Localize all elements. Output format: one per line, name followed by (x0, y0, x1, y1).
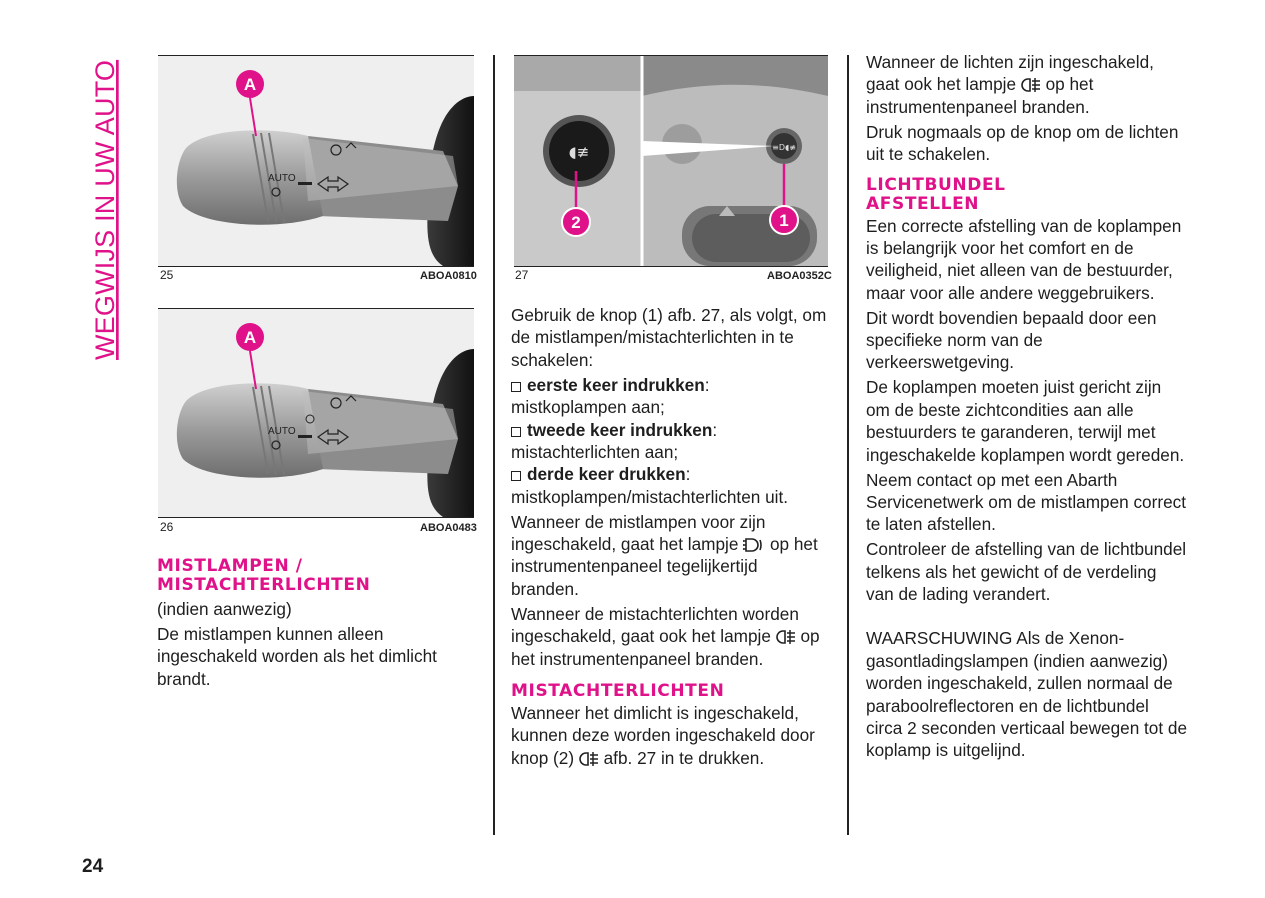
paragraph-text: Wanneer de lichten zijn ingeschakeld, gaat ook het lampje (866, 52, 1154, 95)
callout-marker-1: 1 (779, 211, 789, 230)
bullet-suffix: : (685, 464, 691, 485)
bullet-suffix: : (704, 374, 710, 395)
side-title-text: WEGWIJS IN UW AUTO (90, 59, 120, 360)
checkbox-bullet-icon (511, 382, 521, 392)
section-heading-lichtbundel (866, 176, 1188, 214)
bullet-text: mistkoplampen/mistachterlichten uit. (511, 486, 789, 507)
rear-fog-lamp-icon (776, 629, 796, 645)
figure-26-number: 26 (160, 520, 174, 534)
bullet-title: tweede keer indrukken (527, 419, 713, 440)
front-fog-lamp-icon (743, 537, 765, 553)
list-item (511, 419, 829, 464)
bullet-title: eerste keer indrukken (527, 374, 705, 395)
paragraph (866, 51, 1188, 118)
paragraph-text: op het instrumentenpaneel branden. (511, 626, 820, 669)
figure-27-image (514, 55, 828, 267)
callout-marker-a: A (243, 328, 257, 347)
rear-fog-lamp-icon (1021, 77, 1041, 93)
checkbox-bullet-icon (511, 471, 521, 481)
checkbox-bullet-icon (511, 427, 521, 437)
paragraph-text: op het instrumentenpaneel tegelijkertijd branden. (511, 534, 818, 599)
auto-label: AUTO (268, 426, 296, 437)
figure-27-number: 27 (515, 268, 529, 282)
heading-line: AFSTELLEN (866, 193, 980, 214)
column-divider (493, 55, 495, 835)
paragraph: De koplampen moeten juist gericht zijn om de beste zichtcondities aan alle bestuurders te garanderen, terwijl met ingeschakelde koplampen wordt gereden. (866, 377, 1185, 465)
column-2-text (511, 304, 829, 772)
auto-label: AUTO (268, 173, 296, 184)
intro-paragraph: Gebruik de knop (1) afb. 27, als volgt, om de mistlampen/mistachterlichten in te schakelen: (511, 305, 827, 370)
figure-26-image (158, 308, 474, 518)
column-1-text (157, 557, 473, 693)
heading-line: LICHTBUNDEL (866, 174, 1006, 195)
bullet-text: mistachterlichten aan; (511, 441, 679, 462)
bullet-suffix: : (712, 419, 718, 440)
figure-25-image (158, 55, 474, 267)
paragraph: De mistlampen kunnen alleen ingeschakeld worden als het dimlicht brandt. (157, 623, 437, 689)
paragraph: Dit wordt bovendien bepaald door een specifieke norm van de verkeerswetgeving. (866, 307, 1157, 373)
heading-line: MISTACHTERLICHTEN (157, 575, 371, 595)
figure-27-code: ABOA0352C (767, 270, 832, 282)
paragraph: Neem contact op met een Abarth Servicenetwerk om de mistlampen correct te laten afstellen. (866, 469, 1186, 535)
paragraph-text: afb. 27 in te drukken. (603, 747, 765, 768)
paragraph (511, 702, 829, 769)
paragraph: Controleer de afstelling van de lichtbundel telkens als het gewicht of de verdeling van de lading verandert. (866, 539, 1187, 605)
column-divider (847, 55, 849, 835)
paragraph: Druk nogmaals op de knop om de lichten uit te schakelen. (866, 121, 1179, 165)
figure-25-number: 25 (160, 268, 174, 282)
callout-marker-a: A (243, 75, 257, 94)
figure-26-code: ABOA0483 (420, 522, 477, 534)
paragraph: Een correcte afstelling van de koplampen is belangrijk voor het comfort en de veiligheid, niet alleen van de bestuurder, maar voor alle andere weggebruikers. (866, 215, 1182, 303)
paragraph-text: Wanneer de mistachterlichten worden ingeschakeld, gaat ook het lampje (511, 603, 799, 647)
bullet-title: derde keer drukken (527, 464, 686, 485)
section-heading-mistachterlichten: MISTACHTERLICHTEN (511, 681, 725, 701)
bullet-text: mistkoplampen aan; (511, 397, 665, 418)
column-3-text (866, 51, 1188, 764)
svg-text:≡D◖≢: ≡D◖≢ (772, 143, 796, 152)
paragraph-text: Wanneer het dimlicht is ingeschakeld, kunnen deze worden ingeschakeld door knop (2) (511, 703, 815, 768)
figure-25-code: ABOA0810 (420, 270, 477, 282)
availability-note: (indien aanwezig) (157, 599, 292, 619)
section-heading-mistlampen (157, 557, 473, 595)
paragraph-text: Wanneer de mistlampen voor zijn ingeschakeld, gaat het lampje (511, 511, 766, 555)
callout-marker-2: 2 (571, 213, 581, 232)
list-item (511, 374, 829, 419)
warning-paragraph: WAARSCHUWING Als de Xenon-gasontladingslampen (indien aanwezig) worden ingeschakeld, zullen normaal de paraboolreflectoren en de lichtbundel circa 2 seconden verticaal bewegen tot de koplamp is uitgelijnd. (866, 628, 1188, 761)
svg-text:◖≢: ◖≢ (568, 143, 590, 161)
paragraph (511, 603, 829, 670)
side-section-title (84, 40, 124, 370)
paragraph-text: op het instrumentenpaneel branden. (866, 74, 1094, 117)
page-number: 24 (82, 856, 104, 877)
paragraph (511, 511, 829, 601)
heading-line: MISTLAMPEN / (157, 556, 303, 576)
list-item (511, 463, 829, 508)
rear-fog-lamp-icon (579, 751, 599, 767)
